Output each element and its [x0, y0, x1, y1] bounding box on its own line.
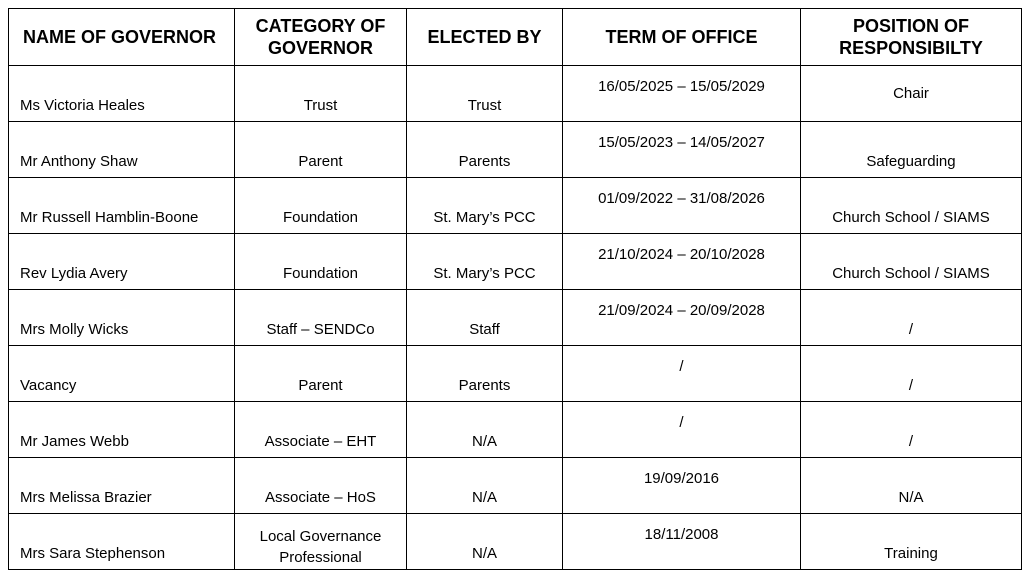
governor-name-cell: Vacancy [9, 346, 235, 402]
term-of-office-cell: 21/10/2024 – 20/10/2028 [563, 234, 801, 290]
position-cell: / [801, 402, 1022, 458]
elected-by-cell: N/A [407, 402, 563, 458]
table-row [9, 290, 1022, 346]
table-row [9, 178, 1022, 234]
elected-by-cell: St. Mary’s PCC [407, 234, 563, 290]
category-cell: Local Governance Professional [235, 514, 407, 570]
category-cell: Foundation [235, 234, 407, 290]
category-cell: Associate – EHT [235, 402, 407, 458]
governor-name-cell: Mr James Webb [9, 402, 235, 458]
term-of-office-cell: 01/09/2022 – 31/08/2026 [563, 178, 801, 234]
governor-name-cell: Mr Anthony Shaw [9, 122, 235, 178]
position-cell: / [801, 346, 1022, 402]
table-body [9, 66, 1022, 570]
table-row [9, 514, 1022, 570]
table-header [9, 9, 1022, 66]
table-row [9, 122, 1022, 178]
elected-by-cell: Staff [407, 290, 563, 346]
header-category-of-governor: CATEGORY OF GOVERNOR [235, 9, 407, 66]
position-cell: Church School / SIAMS [801, 234, 1022, 290]
elected-by-cell: Trust [407, 66, 563, 122]
category-cell: Parent [235, 346, 407, 402]
category-cell: Staff – SENDCo [235, 290, 407, 346]
position-cell: / [801, 290, 1022, 346]
position-cell: Safeguarding [801, 122, 1022, 178]
elected-by-cell: N/A [407, 514, 563, 570]
term-of-office-cell: 18/11/2008 [563, 514, 801, 570]
term-of-office-cell: / [563, 346, 801, 402]
elected-by-cell: Parents [407, 346, 563, 402]
governor-name-cell: Mrs Sara Stephenson [9, 514, 235, 570]
elected-by-cell: Parents [407, 122, 563, 178]
table-row [9, 458, 1022, 514]
position-cell: N/A [801, 458, 1022, 514]
category-cell: Foundation [235, 178, 407, 234]
governor-name-cell: Mr Russell Hamblin-Boone [9, 178, 235, 234]
governor-name-cell: Ms Victoria Heales [9, 66, 235, 122]
position-cell: Church School / SIAMS [801, 178, 1022, 234]
header-position-of-responsibility: POSITION OF RESPONSIBILTY [801, 9, 1022, 66]
table-row [9, 234, 1022, 290]
governors-table [8, 8, 1022, 570]
header-elected-by: ELECTED BY [407, 9, 563, 66]
position-cell: Chair [801, 66, 1022, 122]
category-cell: Associate – HoS [235, 458, 407, 514]
position-cell: Training [801, 514, 1022, 570]
table-row [9, 402, 1022, 458]
table-row [9, 66, 1022, 122]
category-cell: Parent [235, 122, 407, 178]
header-row [9, 9, 1022, 66]
header-name-of-governor: NAME OF GOVERNOR [9, 9, 235, 66]
governor-name-cell: Mrs Melissa Brazier [9, 458, 235, 514]
term-of-office-cell: / [563, 402, 801, 458]
table-row [9, 346, 1022, 402]
term-of-office-cell: 19/09/2016 [563, 458, 801, 514]
term-of-office-cell: 16/05/2025 – 15/05/2029 [563, 66, 801, 122]
elected-by-cell: St. Mary’s PCC [407, 178, 563, 234]
governor-name-cell: Mrs Molly Wicks [9, 290, 235, 346]
governor-name-cell: Rev Lydia Avery [9, 234, 235, 290]
term-of-office-cell: 21/09/2024 – 20/09/2028 [563, 290, 801, 346]
header-term-of-office: TERM OF OFFICE [563, 9, 801, 66]
elected-by-cell: N/A [407, 458, 563, 514]
category-cell: Trust [235, 66, 407, 122]
term-of-office-cell: 15/05/2023 – 14/05/2027 [563, 122, 801, 178]
